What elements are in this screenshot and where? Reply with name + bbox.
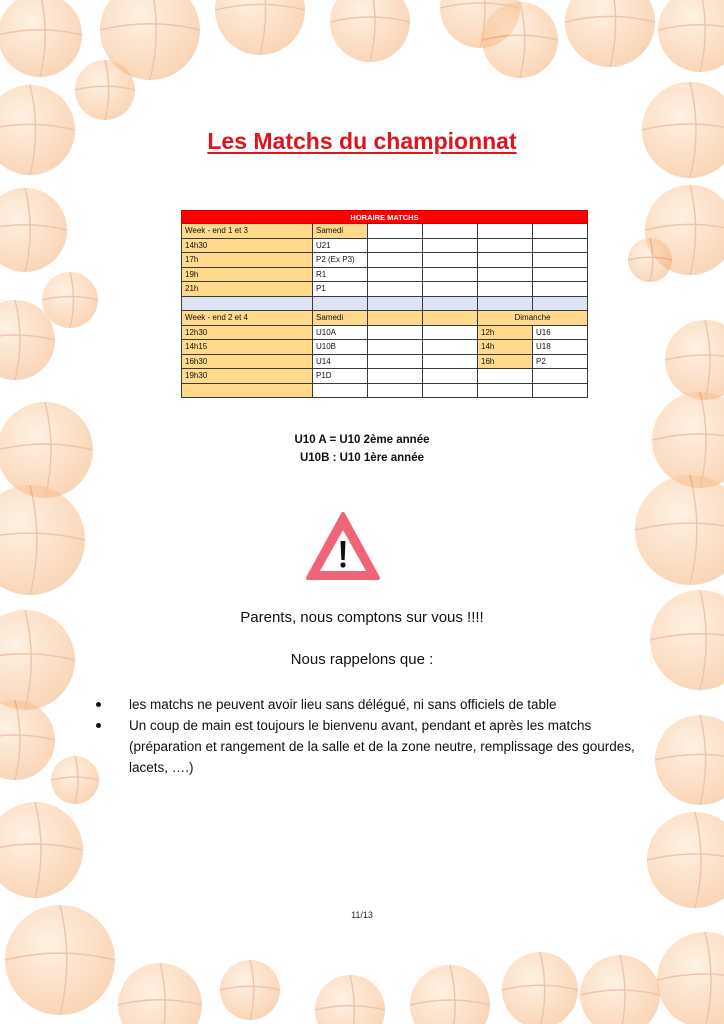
team-cell: P1D: [313, 369, 368, 384]
day-label: Samedi: [313, 311, 368, 326]
bullet-icon: [96, 702, 101, 707]
list-item: [96, 715, 656, 778]
time-cell: 19h: [182, 267, 313, 282]
time-cell-sunday: 16h: [478, 354, 533, 369]
team-cell-sunday: U16: [533, 325, 588, 340]
table-header: HORAIRE MATCHS: [182, 211, 588, 224]
table-row: [182, 267, 588, 282]
page-number: 11/13: [351, 910, 373, 920]
day-label-sunday: Dimanche: [478, 311, 588, 326]
table-header-row: [182, 211, 588, 224]
team-cell-sunday: P2: [533, 354, 588, 369]
table-row: [182, 282, 588, 297]
team-cell: P1: [313, 282, 368, 297]
table-row: [182, 253, 588, 268]
note-u10a: U10 A = U10 2ème année: [294, 434, 430, 446]
weekend-label: Week - end 1 et 3: [182, 224, 313, 239]
time-cell: 14h30: [182, 238, 313, 253]
list-item: [96, 694, 656, 715]
team-cell: U14: [313, 354, 368, 369]
time-cell: 19h30: [182, 369, 313, 384]
warning-triangle-icon: [305, 510, 381, 582]
parents-message: Parents, nous comptons sur vous !!!!: [240, 609, 484, 626]
table-row: [182, 325, 588, 340]
list-item-text: Un coup de main est toujours le bienvenu avant, pendant et après les matchs (préparation et rangement de la salle et de la zone neutre, remplissage des gourdes, lacets, ….): [129, 718, 635, 775]
time-cell-sunday: 14h: [478, 340, 533, 355]
team-cell: U10B: [313, 340, 368, 355]
page-title: Les Matchs du championnat: [207, 128, 517, 154]
weekend-label: Week - end 2 et 4: [182, 311, 313, 326]
schedule-table: [181, 210, 588, 398]
team-cell: R1: [313, 267, 368, 282]
time-cell: 14h15: [182, 340, 313, 355]
team-cell: U10A: [313, 325, 368, 340]
bullet-icon: [96, 723, 101, 728]
note-u10b: U10B : U10 1ère année: [299, 452, 424, 464]
table-row: [182, 238, 588, 253]
time-cell: 16h30: [182, 354, 313, 369]
time-cell-sunday: 12h: [478, 325, 533, 340]
team-cell-sunday: U18: [533, 340, 588, 355]
time-cell: 21h: [182, 282, 313, 297]
day-label: Samedi: [313, 224, 368, 239]
team-cell: U21: [313, 238, 368, 253]
list-item-text: les matchs ne peuvent avoir lieu sans délégué, ni sans officiels de table: [129, 697, 557, 712]
table-row: [182, 369, 588, 384]
table-row: [182, 383, 588, 398]
table-row: [182, 311, 588, 326]
reminder-list: [96, 694, 656, 778]
separator-row: [182, 296, 588, 311]
reminder-heading: Nous rappelons que :: [290, 651, 434, 668]
table-row: [182, 224, 588, 239]
table-row: [182, 340, 588, 355]
table-row: [182, 354, 588, 369]
time-cell: 12h30: [182, 325, 313, 340]
time-cell: 17h: [182, 253, 313, 268]
team-cell: P2 (Ex P3): [313, 253, 368, 268]
